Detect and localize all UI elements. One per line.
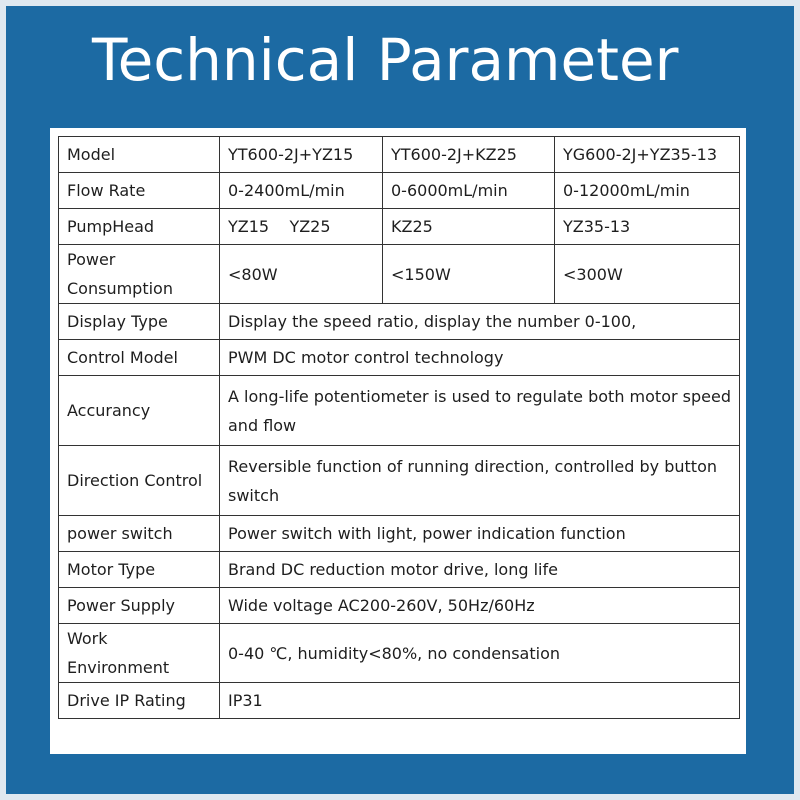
table-cell: 0-6000mL/min: [383, 173, 555, 209]
model-cell: YG600-2J+YZ35-13: [555, 137, 740, 173]
model-cell: YT600-2J+YZ15: [220, 137, 383, 173]
row-label: Power Supply: [59, 588, 220, 624]
row-label: Work Environment: [59, 624, 220, 683]
spec-sheet: [50, 128, 746, 754]
row-label: Direction Control: [59, 446, 220, 516]
table-row-model: [59, 137, 740, 173]
model-cell: YT600-2J+KZ25: [383, 137, 555, 173]
table-row-work-environment: [59, 624, 740, 683]
table-cell: IP31: [220, 683, 740, 719]
table-cell: Brand DC reduction motor drive, long life: [220, 552, 740, 588]
table-row-power-switch: [59, 516, 740, 552]
table-cell: YZ35-13: [555, 209, 740, 245]
table-row-power-supply: [59, 588, 740, 624]
table-cell: <80W: [220, 245, 383, 304]
table-cell: Reversible function of running direction, controlled by button switch: [220, 446, 740, 516]
spec-table: [58, 136, 740, 719]
row-label: PumpHead: [59, 209, 220, 245]
table-cell: PWM DC motor control technology: [220, 340, 740, 376]
table-row-motor-type: [59, 552, 740, 588]
table-cell: YZ15 YZ25: [220, 209, 383, 245]
row-label: Control Model: [59, 340, 220, 376]
table-cell: Display the speed ratio, display the number 0-100,: [220, 304, 740, 340]
table-row-ip-rating: [59, 683, 740, 719]
table-cell: Power switch with light, power indication function: [220, 516, 740, 552]
table-row-accuracy: [59, 376, 740, 446]
row-label: Display Type: [59, 304, 220, 340]
page-title: Technical Parameter: [92, 26, 679, 94]
table-cell: Wide voltage AC200-260V, 50Hz/60Hz: [220, 588, 740, 624]
table-row-direction-control: [59, 446, 740, 516]
table-row-display-type: [59, 304, 740, 340]
row-label: Accurancy: [59, 376, 220, 446]
table-row-pump-head: [59, 209, 740, 245]
row-label: Model: [59, 137, 220, 173]
table-cell: KZ25: [383, 209, 555, 245]
row-label: Motor Type: [59, 552, 220, 588]
table-cell: 0-12000mL/min: [555, 173, 740, 209]
table-row-power-consumption: [59, 245, 740, 304]
table-cell: <300W: [555, 245, 740, 304]
row-label: Flow Rate: [59, 173, 220, 209]
table-cell: 0-40 ℃, humidity<80%, no condensation: [220, 624, 740, 683]
table-row-flow-rate: [59, 173, 740, 209]
row-label: Drive IP Rating: [59, 683, 220, 719]
row-label: Power Consumption: [59, 245, 220, 304]
table-cell: <150W: [383, 245, 555, 304]
table-row-control-model: [59, 340, 740, 376]
table-cell: 0-2400mL/min: [220, 173, 383, 209]
row-label: power switch: [59, 516, 220, 552]
table-cell: A long-life potentiometer is used to regulate both motor speed and flow: [220, 376, 740, 446]
